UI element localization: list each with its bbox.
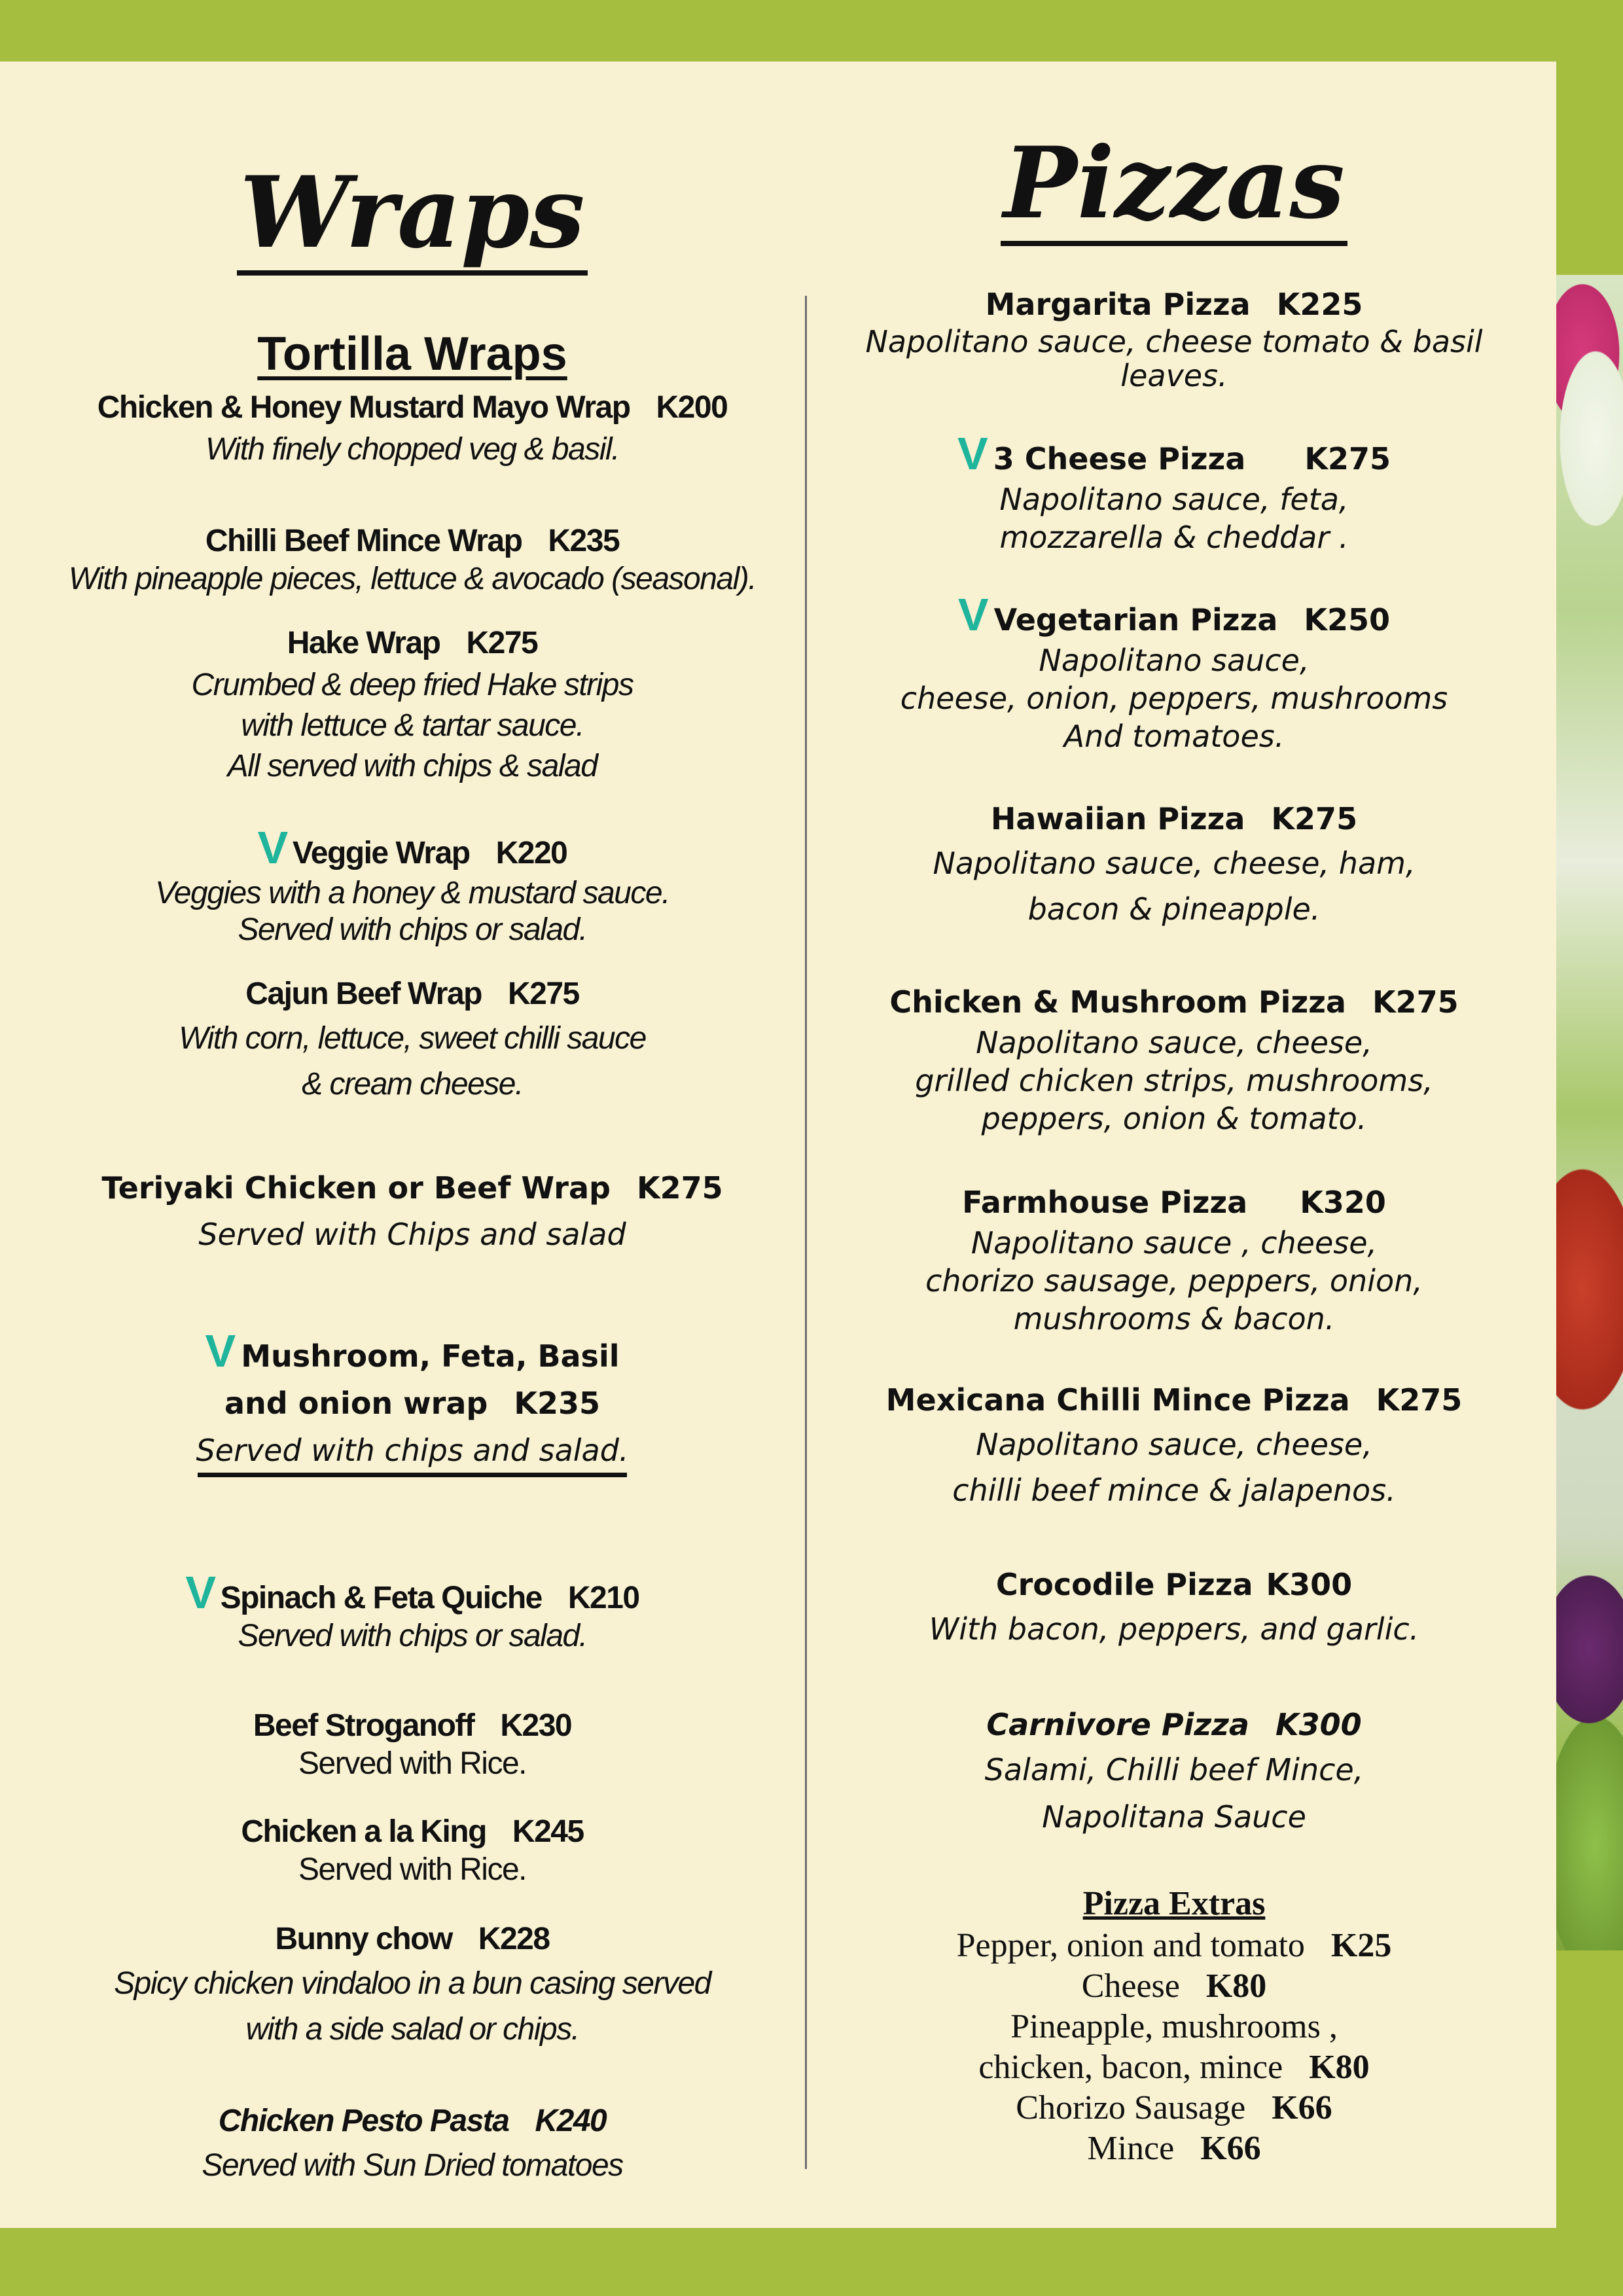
item-title (825, 797, 1524, 840)
extra-label: Cheese (1081, 1967, 1180, 2005)
menu-item (825, 980, 1524, 1138)
item-name: Chicken & Honey Mustard Mayo Wrap (97, 390, 630, 425)
menu-item (39, 973, 785, 1107)
extra-row (825, 2128, 1524, 2169)
item-description: Served with Rice. (298, 1746, 526, 1781)
item-title (39, 1810, 785, 1854)
item-price: K235 (514, 1386, 601, 1421)
item-name: Carnivore Pizza (986, 1707, 1249, 1742)
item-title (39, 1327, 785, 1380)
vegetarian-icon: V (957, 428, 988, 479)
item-description: Served with chips or salad. (238, 1619, 587, 1653)
item-price: K230 (500, 1708, 572, 1743)
menu-item (825, 1378, 1524, 1513)
item-description: Served with Chips and salad (198, 1217, 626, 1252)
item-name: Chicken a la King (241, 1814, 486, 1849)
item-description: Napolitano sauce, cheese, chilli beef mince & jalapenos. (952, 1427, 1396, 1508)
item-description: Served with Rice. (298, 1852, 526, 1887)
item-name: Hake Wrap (287, 626, 440, 660)
item-title (825, 980, 1524, 1024)
tortilla-wraps-subheading: Tortilla Wraps (257, 328, 567, 380)
pizzas-heading (825, 126, 1524, 241)
item-price: K275 (636, 1170, 723, 1206)
item-name: Farmhouse Pizza (962, 1185, 1248, 1220)
item-name: 3 Cheese Pizza (993, 441, 1246, 476)
item-description: With corn, lettuce, sweet chilli sauce & cream cheese. (179, 1021, 646, 1102)
item-title (39, 622, 785, 665)
item-title (825, 284, 1524, 325)
menu-item (39, 520, 785, 596)
item-price: K200 (656, 390, 728, 425)
item-description: Veggies with a honey & mustard sauce. Served with chips or salad. (155, 876, 669, 947)
item-price: K275 (1376, 1382, 1463, 1418)
item-title (825, 1563, 1524, 1606)
menu-item (39, 622, 785, 787)
item-description: Spicy chicken vindaloo in a bun casing served with a side salad or chips. (114, 1966, 711, 2047)
item-name: Cajun Beef Wrap (245, 977, 482, 1011)
extra-price: K66 (1200, 2130, 1261, 2167)
extra-row (825, 1966, 1524, 2007)
vegetarian-icon: V (257, 822, 287, 873)
extra-row (825, 2007, 1524, 2047)
menu-item (39, 1567, 785, 1653)
item-title-line2 (39, 1380, 785, 1427)
item-title (39, 973, 785, 1016)
menu-item (825, 797, 1524, 932)
item-title (39, 1166, 785, 1210)
extra-price: K25 (1330, 1927, 1392, 1964)
item-price: K250 (1304, 602, 1391, 637)
menu-item (825, 428, 1524, 556)
menu-item (825, 1563, 1524, 1652)
pizzas-column (825, 0, 1524, 2296)
item-title (825, 589, 1524, 641)
item-price: K228 (478, 1922, 550, 1956)
extra-label: Pineapple, mushrooms , (1010, 2008, 1338, 2045)
extra-row (825, 2047, 1524, 2088)
menu-item (39, 2100, 785, 2189)
item-price: K275 (1372, 984, 1459, 1020)
item-description: With bacon, peppers, and garlic. (929, 1611, 1419, 1647)
item-name: Veggie Wrap (292, 836, 470, 870)
vegetarian-icon: V (185, 1567, 215, 1618)
item-price: K275 (466, 626, 538, 660)
menu-item (825, 284, 1524, 393)
item-price: K225 (1276, 287, 1363, 322)
item-description: Salami, Chilli beef Mince, Napolitana Sauce (984, 1752, 1364, 1835)
extra-row (825, 1926, 1524, 1966)
item-price: K240 (535, 2104, 607, 2138)
item-name: Chicken Pesto Pasta (218, 2104, 509, 2138)
menu-item (39, 1327, 785, 1474)
item-name: Vegetarian Pizza (993, 602, 1278, 637)
wraps-heading-text: Wraps (237, 155, 587, 276)
item-title (39, 386, 785, 429)
extra-price: K80 (1309, 2049, 1370, 2086)
item-name: Chilli Beef Mince Wrap (205, 524, 522, 558)
item-title (39, 1918, 785, 1961)
item-price: K300 (1275, 1707, 1362, 1742)
extra-label: Pepper, onion and tomato (956, 1927, 1305, 1964)
extra-row (825, 2088, 1524, 2128)
item-title (39, 1567, 785, 1620)
item-title (825, 1181, 1524, 1224)
salad-photo-strip (1556, 275, 1623, 1950)
wraps-column (39, 0, 785, 2296)
menu-item (39, 822, 785, 948)
item-description: With finely chopped veg & basil. (205, 432, 619, 467)
item-price: K220 (495, 836, 567, 870)
item-description: With pineapple pieces, lettuce & avocado (seasonal). (68, 562, 757, 596)
extra-label: Mince (1087, 2130, 1175, 2167)
item-description: Napolitano sauce, cheese tomato & basil leaves. (865, 324, 1483, 393)
extra-price: K66 (1272, 2089, 1332, 2126)
item-description: Crumbed & deep fried Hake strips with lettuce & tartar sauce. All served with chips & salad (191, 668, 633, 783)
item-title (39, 1704, 785, 1748)
item-name: Mushroom, Feta, Basil (241, 1338, 620, 1374)
extra-label: chicken, bacon, mince (978, 2049, 1283, 2086)
vegetarian-icon: V (205, 1325, 236, 1376)
item-name: Crocodile Pizza (995, 1567, 1253, 1602)
menu-item (825, 1181, 1524, 1338)
item-description: Napolitano sauce, feta, mozzarella & cheddar . (999, 482, 1349, 555)
item-description: Napolitano sauce, cheese, grilled chicken strips, mushrooms, peppers, onion & tomato. (915, 1025, 1433, 1136)
item-name: Margarita Pizza (985, 287, 1251, 322)
wraps-heading (39, 155, 785, 270)
item-title (39, 822, 785, 875)
menu-item (39, 1918, 785, 2053)
item-price: K275 (1304, 441, 1391, 476)
item-price: K245 (512, 1814, 584, 1849)
item-description: Napolitano sauce , cheese, chorizo sausage, peppers, onion, mushrooms & bacon. (925, 1225, 1423, 1336)
item-name: Teriyaki Chicken or Beef Wrap (101, 1170, 611, 1206)
menu-item (825, 589, 1524, 755)
item-title (825, 428, 1524, 480)
item-description: Served with chips and salad. (196, 1433, 629, 1468)
item-price: K210 (567, 1581, 639, 1615)
item-name: Spinach & Feta Quiche (220, 1581, 542, 1615)
item-name: Chicken & Mushroom Pizza (889, 984, 1346, 1020)
pizza-extras-title: Pizza Extras (1082, 1885, 1266, 1922)
item-price: K300 (1266, 1567, 1353, 1602)
pizza-extras (825, 1882, 1524, 2169)
item-title (39, 520, 785, 563)
item-title (825, 1378, 1524, 1422)
menu-item (825, 1703, 1524, 1840)
item-description: Served with Sun Dried tomatoes (202, 2148, 623, 2183)
item-title (825, 1703, 1524, 1746)
item-name-continued: and onion wrap (224, 1386, 488, 1421)
menu-item (39, 1810, 785, 1886)
menu-item (39, 1704, 785, 1780)
column-divider (805, 296, 807, 2169)
item-description: Napolitano sauce, cheese, ham, bacon & pineapple. (933, 846, 1416, 927)
item-description: Napolitano sauce, cheese, onion, peppers, mushrooms And tomatoes. (900, 643, 1448, 754)
item-price: K275 (507, 977, 579, 1011)
pizzas-heading-text: Pizzas (1001, 126, 1347, 246)
menu-item (39, 1166, 785, 1259)
extra-label: Chorizo Sausage (1016, 2089, 1246, 2126)
menu-item (39, 386, 785, 470)
item-name: Hawaiian Pizza (990, 801, 1245, 836)
section-divider-rule (198, 1473, 627, 1477)
item-name: Bunny chow (275, 1922, 452, 1956)
item-price: K275 (1271, 801, 1358, 836)
item-name: Beef Stroganoff (253, 1708, 474, 1743)
item-title (39, 2100, 785, 2143)
item-name: Mexicana Chilli Mince Pizza (885, 1382, 1350, 1418)
item-price: K320 (1300, 1185, 1386, 1220)
extra-price: K80 (1205, 1967, 1267, 2005)
item-price: K235 (548, 524, 620, 558)
vegetarian-icon: V (957, 589, 989, 640)
